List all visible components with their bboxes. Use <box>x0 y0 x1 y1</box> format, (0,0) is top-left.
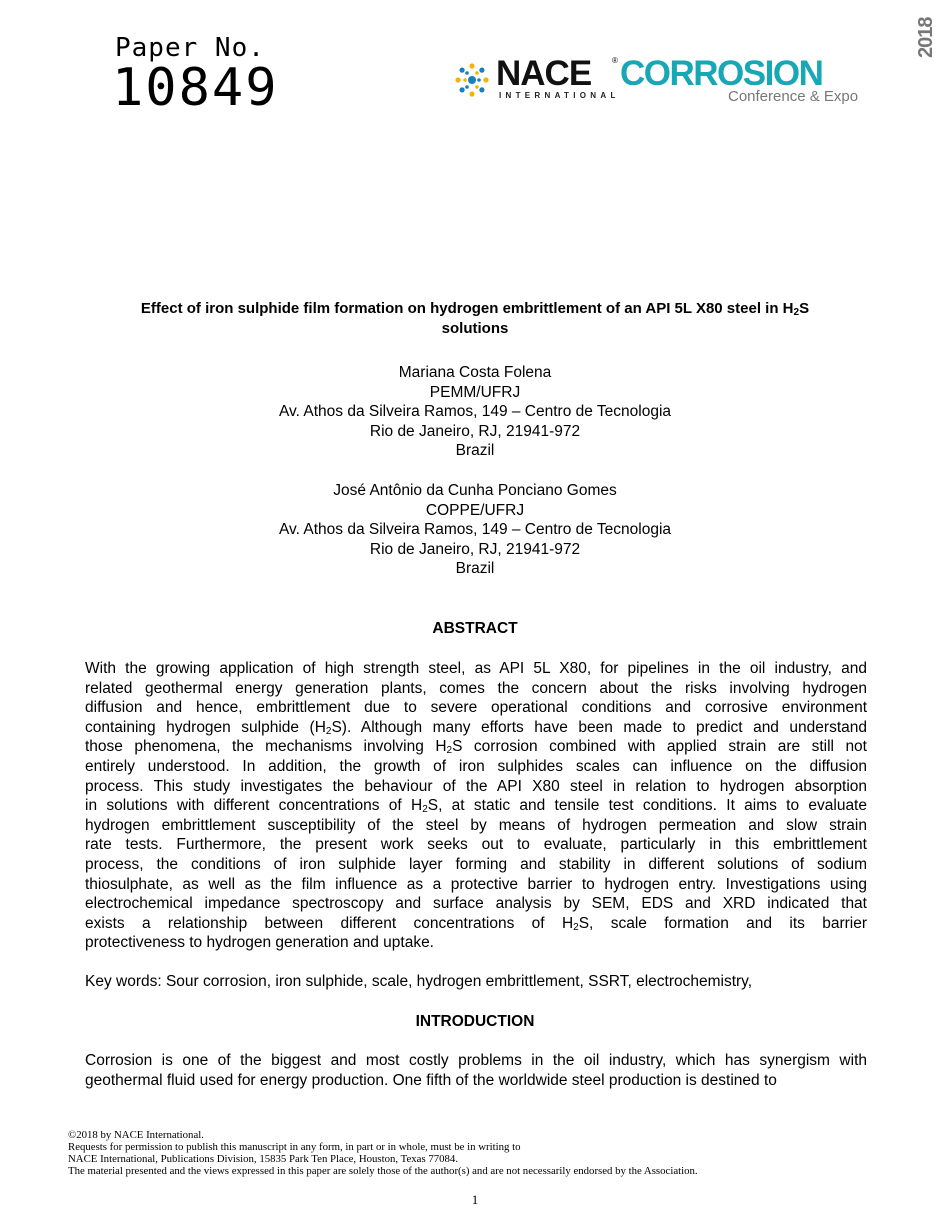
paper-number: 10849 <box>112 58 279 118</box>
author-name: Mariana Costa Folena <box>398 364 552 381</box>
paragraph-line: diffusion and hence, embrittlement due to severe operational conditions and corrosive environment <box>85 699 867 717</box>
paper-title <box>85 299 865 339</box>
paragraph-line: rate tests. Furthermore, the present work seeks out to evaluate, particularly in this embrittlement <box>85 836 867 854</box>
page-number: 1 <box>471 1192 479 1207</box>
author-city: Rio de Janeiro, RJ, 21941-972 <box>369 422 581 440</box>
footer-permission: Requests for permission to publish this manuscript in any form, in part or in whole, must be in writing to <box>68 1141 521 1153</box>
author-affiliation: PEMM/UFRJ <box>429 383 521 401</box>
paragraph-line: With the growing application of high strength steel, as API 5L X80, for pipelines in the oil industry, and <box>85 660 867 677</box>
author-name: José Antônio da Cunha Ponciano Gomes <box>333 482 617 499</box>
title-subscript: 2 <box>793 307 800 318</box>
paragraph-line: Corrosion is one of the biggest and most costly problems in the oil industry, which has synergism with <box>85 1052 867 1069</box>
footer-address: NACE International, Publications Division, 15835 Park Ten Place, Houston, Texas 77084. <box>68 1153 459 1165</box>
paragraph-line: related geothermal energy generation plants, comes the concern about the risks involving hydrogen <box>85 679 867 697</box>
title-line-1: Effect of iron sulphide film formation on hydrogen embrittlement of an API 5L X80 steel in H <box>140 300 794 317</box>
paragraph-line: containing hydrogen sulphide $(H_2S)$. Although many efforts have been made to predict and understand <box>85 718 867 737</box>
nace-wordmark: NACE <box>496 54 592 93</box>
paragraph-line: in solutions with different concentrations of $H_2S$, at static and tensile test conditions. It aims to evaluate <box>85 797 867 816</box>
author-country: Brazil <box>455 560 495 578</box>
paragraph-line: hydrogen embrittlement susceptibility of the steel by means of hydrogen permeation and slow strain <box>85 816 867 834</box>
paper-label: Paper No. <box>115 33 265 63</box>
paragraph-line: entirely understood. In addition, the growth of iron sulphides scales can influence on the diffusion <box>85 757 867 775</box>
paragraph-line: process. This study investigates the behaviour of the API X80 steel in relation to hydrogen absorption <box>85 777 867 795</box>
footer-copyright: ©2018 by NACE International. <box>68 1129 204 1141</box>
abstract-body <box>85 659 867 953</box>
paragraph-line: geothermal fluid used for energy production. One fifth of the worldwide steel production is destined to <box>85 1071 777 1089</box>
paragraph-line: thiosulphate, as well as the film influence as a protective barrier to hydrogen entry. Investigations using <box>85 875 867 893</box>
author-block-1 <box>85 363 865 461</box>
registered-mark: ® <box>612 56 618 65</box>
copyright-footer <box>68 1129 888 1177</box>
abstract-heading: ABSTRACT <box>432 620 518 637</box>
author-affiliation: COPPE/UFRJ <box>425 501 525 519</box>
author-address: Av. Athos da Silveira Ramos, 149 – Centro de Tecnologia <box>278 521 672 539</box>
title-line-2: solutions <box>441 320 509 337</box>
author-country: Brazil <box>455 442 495 460</box>
paragraph-line: those phenomena, the mechanisms involving $H_2S$ corrosion combined with applied strain are still not <box>85 738 867 757</box>
paragraph-line: electrochemical impedance spectroscopy and surface analysis by SEM, EDS and XRD indicated that <box>85 895 867 913</box>
keywords: Key words: Sour corrosion, iron sulphide, scale, hydrogen embrittlement, SSRT, electrochemistry, <box>85 973 753 990</box>
author-city: Rio de Janeiro, RJ, 21941-972 <box>369 540 581 558</box>
corrosion-wordmark: CORROSION <box>620 54 823 93</box>
conference-year: 2018 <box>915 17 937 58</box>
paragraph-line: protectiveness to hydrogen generation and uptake. <box>85 934 434 952</box>
footer-disclaimer: The material presented and the views expressed in this paper are solely those of the author(s) and are not necessarily endorsed by the Association. <box>68 1165 698 1177</box>
conference-logo <box>452 17 937 110</box>
nace-globe-icon <box>452 60 492 100</box>
title-line-1-end: S <box>799 300 810 317</box>
paragraph-line: exists a relationship between different concentrations of $H_2S$, scale formation and its barrier <box>85 914 868 933</box>
nace-subtitle: INTERNATIONAL <box>499 91 620 100</box>
paragraph-line: process, the conditions of iron sulphide layer forming and stability in different solutions of sodium <box>85 855 867 873</box>
introduction-body <box>85 1051 867 1090</box>
author-address: Av. Athos da Silveira Ramos, 149 – Centro de Tecnologia <box>278 403 672 421</box>
author-block-2 <box>85 481 865 579</box>
introduction-heading: INTRODUCTION <box>415 1013 535 1030</box>
conference-subtitle: Conference & Expo <box>728 88 859 105</box>
